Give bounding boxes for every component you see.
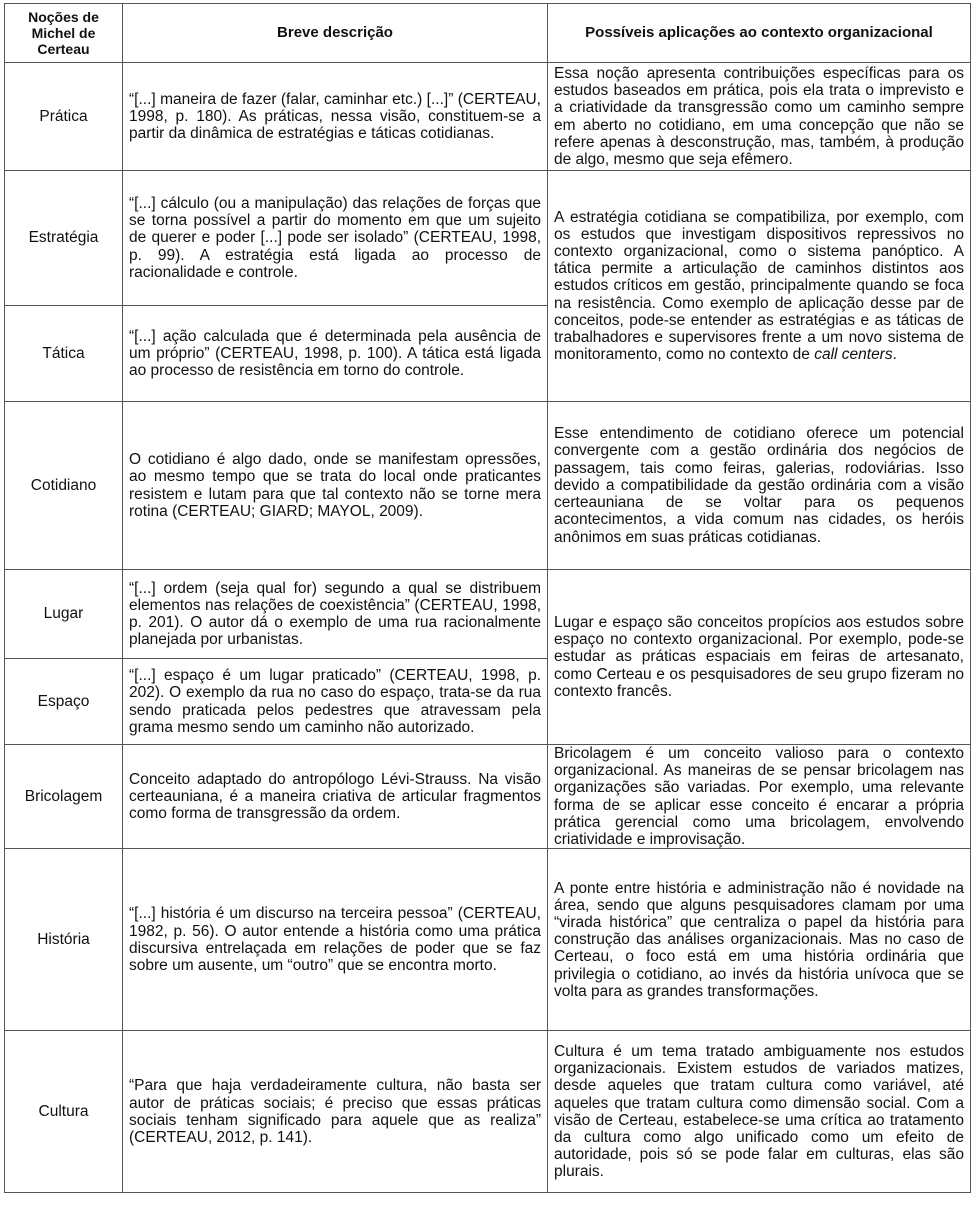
- concept-cell: Prática: [5, 63, 123, 171]
- table-row: [5, 1031, 971, 1193]
- description-cell: “Para que haja verdadeiramente cultura, não basta ser autor de práticas sociais; é preciso que essas práticas sociais tenham significado para aquele que as realiza” (CERTEAU, 2012, p. 141).: [123, 1031, 548, 1193]
- description-cell: O cotidiano é algo dado, onde se manifestam opressões, ao mesmo tempo que se trata do local onde praticantes resistem e lutam para que tal contexto não se torne mera rotina (CERTEAU; GIARD; MAYOL, 2009).: [123, 402, 548, 570]
- application-cell: Bricolagem é um conceito valioso para o contexto organizacional. As maneiras de se pensar bricolagem nas organizações são variadas. Por exemplo, uma relevante forma de se aplicar esse conceito é encarar a própria prática gerencial como uma bricolagem, envolvendo criatividade e improvisação.: [548, 745, 971, 849]
- description-cell: “[...] maneira de fazer (falar, caminhar etc.) [...]” (CERTEAU, 1998, p. 180). As práticas, nessa visão, constituem-se a partir da dinâmica de estratégias e táticas cotidianas.: [123, 63, 548, 171]
- application-cell-merged-estrategia-tatica: [548, 171, 971, 402]
- header-application: Possíveis aplicações ao contexto organizacional: [548, 4, 971, 63]
- description-cell: “[...] cálculo (ou a manipulação) das relações de forças que se torna possível a partir do momento em que um sujeito de querer e poder [...] pode ser isolado” (CERTEAU, 1998, p. 99). A estratégia está ligada ao processo de racionalidade e controle.: [123, 171, 548, 306]
- description-cell: “[...] história é um discurso na terceira pessoa” (CERTEAU, 1982, p. 56). O autor entende a história como uma prática discursiva entrelaçada em relações de poder que se faz sobre um ausente, um “outro” que se encontra morto.: [123, 849, 548, 1031]
- application-text-end: .: [892, 346, 897, 364]
- description-cell: “[...] espaço é um lugar praticado” (CERTEAU, 1998, p. 202). O exemplo da rua no caso do espaço, trata-se da rua sendo praticada pelos pedestres que atravessam pela grama mesmo sendo um caminho não autorizado.: [123, 659, 548, 745]
- concept-cell: Lugar: [5, 570, 123, 659]
- table-row: [5, 63, 971, 171]
- table-header-row: [5, 4, 971, 63]
- concept-cell: Estratégia: [5, 171, 123, 306]
- concept-cell: Bricolagem: [5, 745, 123, 849]
- application-cell: A ponte entre história e administração não é novidade na área, sendo que alguns pesquisadores clamam por uma “virada histórica” que centraliza o papel da história para construção das análises organizacionais. Mas no caso de Certeau, o foco está em uma história ordinária que privilegia o cotidiano, ao invés da história unívoca que se volta para as grandes transformações.: [548, 849, 971, 1031]
- concept-cell: Espaço: [5, 659, 123, 745]
- application-italic-term: call centers: [814, 346, 893, 364]
- header-description: Breve descrição: [123, 4, 548, 63]
- description-cell: Conceito adaptado do antropólogo Lévi-Strauss. Na visão certeauniana, é a maneira criativa de articular fragmentos como forma de transgressão da ordem.: [123, 745, 548, 849]
- application-cell-merged-lugar-espaco: Lugar e espaço são conceitos propícios aos estudos sobre espaço no contexto organizacional. Por exemplo, pode-se estudar as práticas espaciais em feiras de artesanato, como Certeau e os pesquisadores de seu grupo fizeram no contexto francês.: [548, 570, 971, 745]
- certeau-concepts-table: [4, 3, 971, 1193]
- concept-cell: Cultura: [5, 1031, 123, 1193]
- table-row: [5, 570, 971, 659]
- application-cell: Cultura é um tema tratado ambiguamente nos estudos organizacionais. Existem estudos de variados matizes, desde aqueles que tratam cultura como variável, até aqueles que tratam cultura como dimensão social. Com a visão de Certeau, estabelece-se uma crítica ao tratamento da cultura como algo unificado como um efeito de autoridade, pois só se pode falar em culturas, elas são plurais.: [548, 1031, 971, 1193]
- application-cell: Esse entendimento de cotidiano oferece um potencial convergente com a gestão ordinária dos negócios de passagem, tais como feiras, galerias, rodoviárias. Isso devido a compatibilidade da gestão ordinária com a visão certeauniana de se voltar para os pequenos acontecimentos, a vida comum nas cidades, os heróis anônimos em suas práticas cotidianas.: [548, 402, 971, 570]
- description-cell: “[...] ação calculada que é determinada pela ausência de um próprio” (CERTEAU, 1998, p. 100). A tática está ligada ao processo de resistência em torno do controle.: [123, 306, 548, 402]
- table-row: [5, 745, 971, 849]
- table-row: [5, 171, 971, 306]
- table-row: [5, 402, 971, 570]
- concept-cell: Cotidiano: [5, 402, 123, 570]
- table-row: [5, 849, 971, 1031]
- application-text: A estratégia cotidiana se compatibiliza, por exemplo, com os estudos que investigam dispositivos repressivos no contexto organizacional, como o sistema panóptico. A tática permite a articulação de caminhos distintos aos estudos críticos em gestão, principalmente quando se foca na resistência. Como exemplo de aplicação desse par de conceitos, pode-se entender as estratégias e as táticas de trabalhadores e supervisores frente a um novo sistema de monitoramento, como no contexto de: [554, 208, 964, 364]
- header-concept: Noções de Michel de Certeau: [5, 4, 123, 63]
- application-cell: Essa noção apresenta contribuições específicas para os estudos baseados em prática, pois ela trata o imprevisto e a criatividade da transgressão como um caminho sempre em aberto no cotidiano, em uma concepção que não se refere apenas à desconstrução, mas, também, à produção de algo, mesmo que seja efêmero.: [548, 63, 971, 171]
- concept-cell: Tática: [5, 306, 123, 402]
- description-cell: “[...] ordem (seja qual for) segundo a qual se distribuem elementos nas relações de coexistência” (CERTEAU, 1998, p. 201). O autor dá o exemplo de uma rua racionalmente planejada por urbanistas.: [123, 570, 548, 659]
- concept-cell: História: [5, 849, 123, 1031]
